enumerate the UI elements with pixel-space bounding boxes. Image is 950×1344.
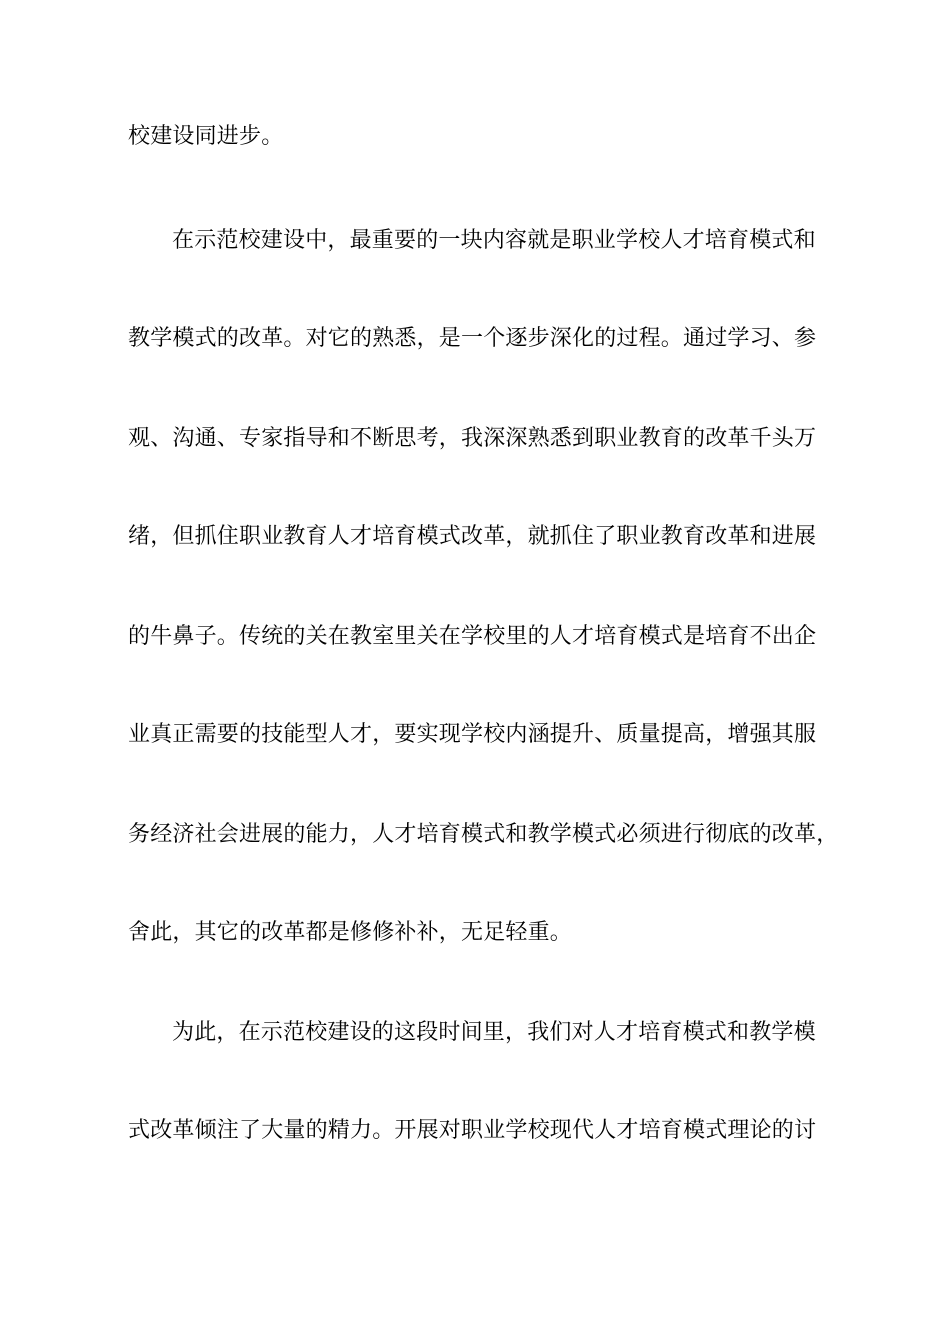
paragraph-line: 观、沟通、专家指导和不断思考，我深深熟悉到职业教育的改革千头万 — [128, 426, 817, 451]
paragraph-line: 业真正需要的技能型人才，要实现学校内涵提升、质量提高，增强其服 — [128, 722, 817, 747]
paragraph-line: 绪，但抓住职业教育人才培育模式改革，就抓住了职业教育改革和进展 — [128, 524, 817, 549]
paragraph-line: 的牛鼻子。传统的关在教室里关在学校里的人才培育模式是培育不出企 — [128, 624, 817, 649]
paragraph-line: 务经济社会进展的能力，人才培育模式和教学模式必须进行彻底的改革， — [128, 822, 839, 847]
paragraph-line: 为此，在示范校建设的这段时间里，我们对人才培育模式和教学模 — [172, 1020, 816, 1045]
paragraph-line: 教学模式的改革。对它的熟悉，是一个逐步深化的过程。通过学习、参 — [128, 326, 817, 351]
paragraph-line: 式改革倾注了大量的精力。开展对职业学校现代人才培育模式理论的讨 — [128, 1118, 817, 1143]
paragraph-line: 校建设同进步。 — [128, 124, 284, 149]
paragraph-line: 在示范校建设中，最重要的一块内容就是职业学校人才培育模式和 — [172, 228, 816, 253]
paragraph-line: 舍此，其它的改革都是修修补补，无足轻重。 — [128, 920, 573, 945]
